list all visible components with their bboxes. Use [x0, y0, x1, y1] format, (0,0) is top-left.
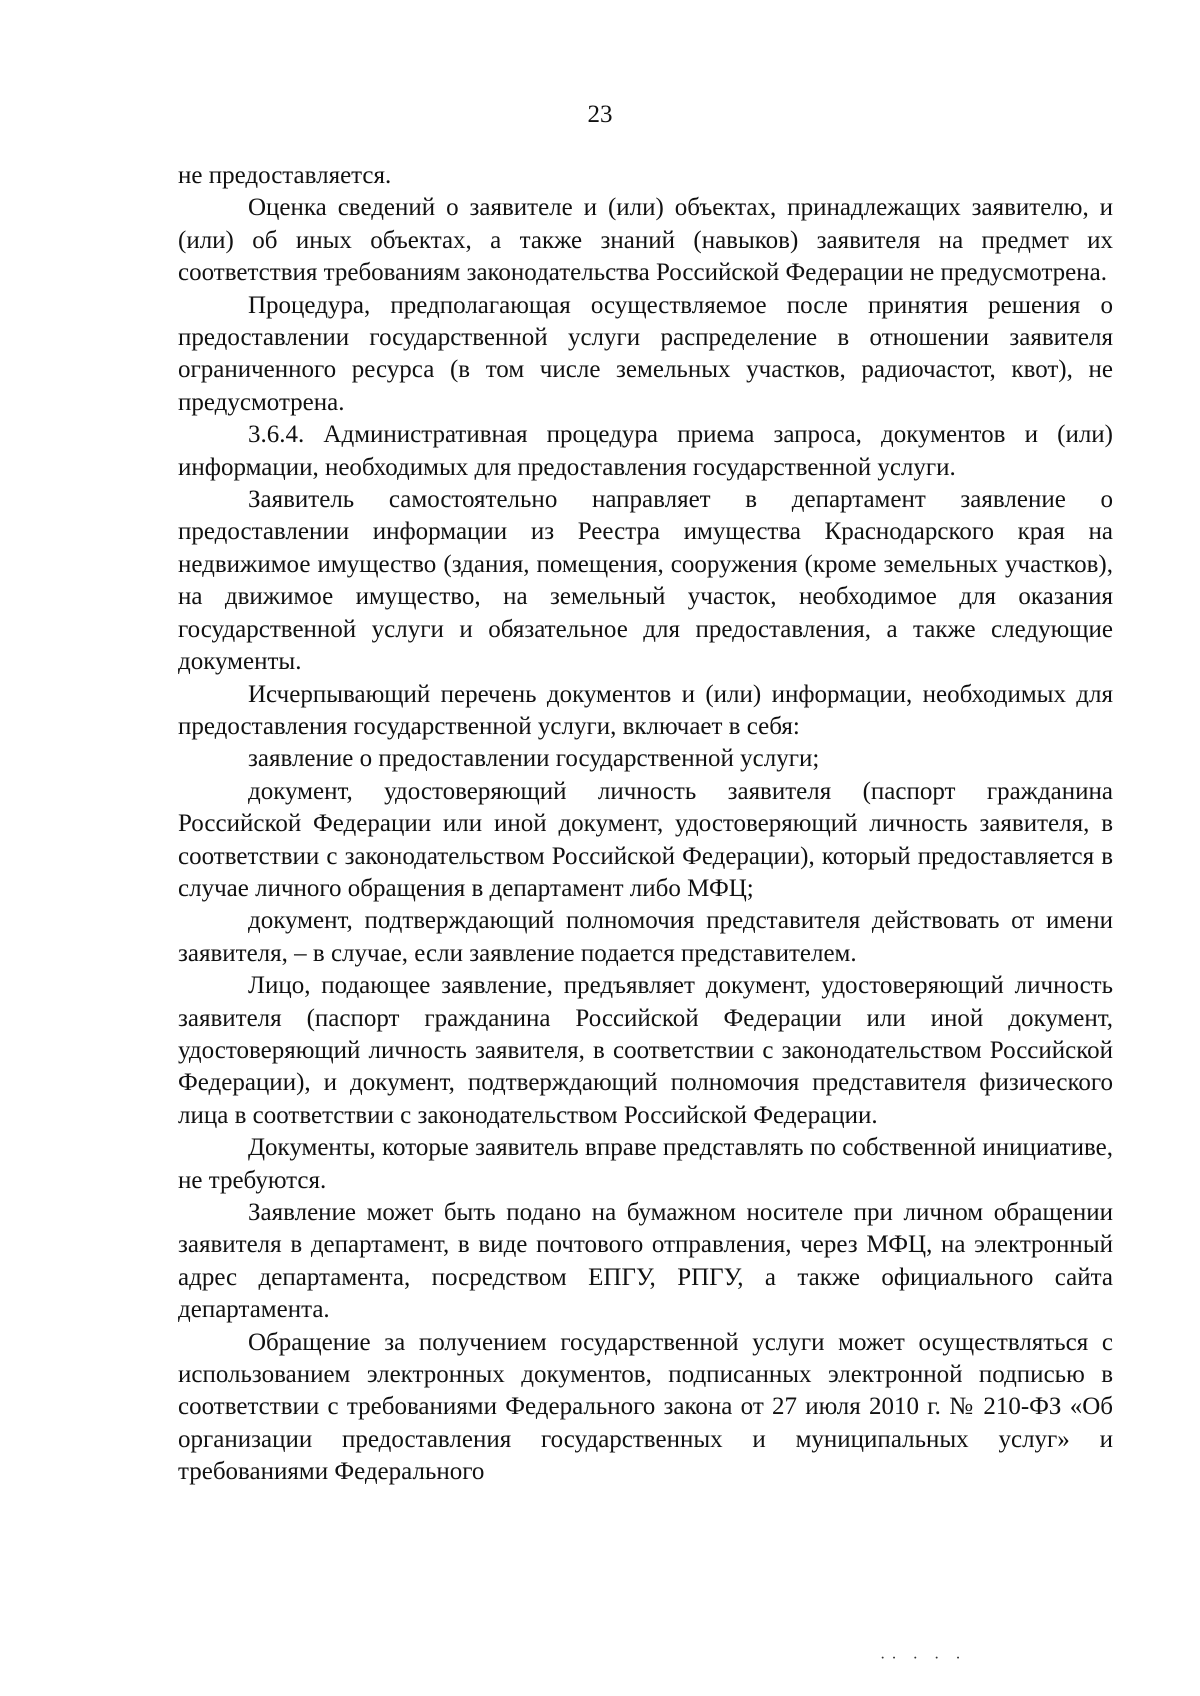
paragraph: Оценка сведений о заявителе и (или) объектах, принадлежащих заявителю, и (или) об иных объектах, а также знаний (навыков) заявителя на предмет их соответствия требованиям законодательства Российской Федерации не предусмотрена.: [178, 194, 1113, 287]
scan-artifact-dots: ·· · · ·: [880, 1650, 967, 1667]
page-number: 23: [587, 101, 613, 128]
paragraph: документ, подтверждающий полномочия представителя действовать от имени заявителя, – в случае, если заявление подается представителем.: [178, 907, 1113, 967]
paragraph: не предоставляется.: [178, 162, 392, 189]
paragraph: Процедура, предполагающая осуществляемое после принятия решения о предоставлении государственной услуги распределение в отношении заявителя ограниченного ресурса (в том числе земельных участков, радиочастот, квот), не предусмотрена.: [178, 291, 1113, 416]
paragraph: Заявитель самостоятельно направляет в департамент заявление о предоставлении информации из Реестра имущества Краснодарского края на недвижимое имущество (здания, помещения, сооружения (кроме земельных участков), на движимое имущество, на земельный участок, необходимое для оказания государственной услуги и обязательное для предоставления, а также следующие документы.: [178, 486, 1113, 676]
paragraph: заявление о предоставлении государственной услуги;: [248, 745, 820, 773]
paragraph: Обращение за получением государственной услуги может осуществляться с использованием электронных документов, подписанных электронной подписью в соответствии с требованиями Федерального закона от 27 июля 2010 г. № 210-ФЗ «Об организации предоставления государственных и муниципальных услуг» и требованиями Федерального: [178, 1328, 1113, 1486]
paragraph: Лицо, подающее заявление, предъявляет документ, удостоверяющий личность заявителя (паспорт гражданина Российской Федерации или иной документ, удостоверяющий личность заявителя, в соответствии с законодательством Российской Федерации), и документ, подтверждающий полномочия представителя физического лица в соответствии с законодательством Российской Федерации.: [178, 972, 1113, 1129]
paragraph: документ, удостоверяющий личность заявителя (паспорт гражданина Российской Федерации или иной документ, удостоверяющий личность заявителя, в соответствии с законодательством Российской Федерации), который предоставляется в случае личного обращения в департамент либо МФЦ;: [178, 777, 1113, 902]
paragraph: Документы, которые заявитель вправе представлять по собственной инициативе, не требуются.: [178, 1134, 1113, 1194]
paragraph: 3.6.4. Административная процедура приема запроса, документов и (или) информации, необходимых для предоставления государственной услуги.: [178, 421, 1113, 481]
paragraph: Заявление может быть подано на бумажном носителе при личном обращении заявителя в департамент, в виде почтового отправления, через МФЦ, на электронный адрес департамента, посредством ЕПГУ, РПГУ, а также официального сайта департамента.: [178, 1199, 1113, 1324]
document-body: [178, 160, 1113, 1489]
paragraph: Исчерпывающий перечень документов и (или) информации, необходимых для предоставления государственной услуги, включает в себя:: [178, 680, 1113, 740]
